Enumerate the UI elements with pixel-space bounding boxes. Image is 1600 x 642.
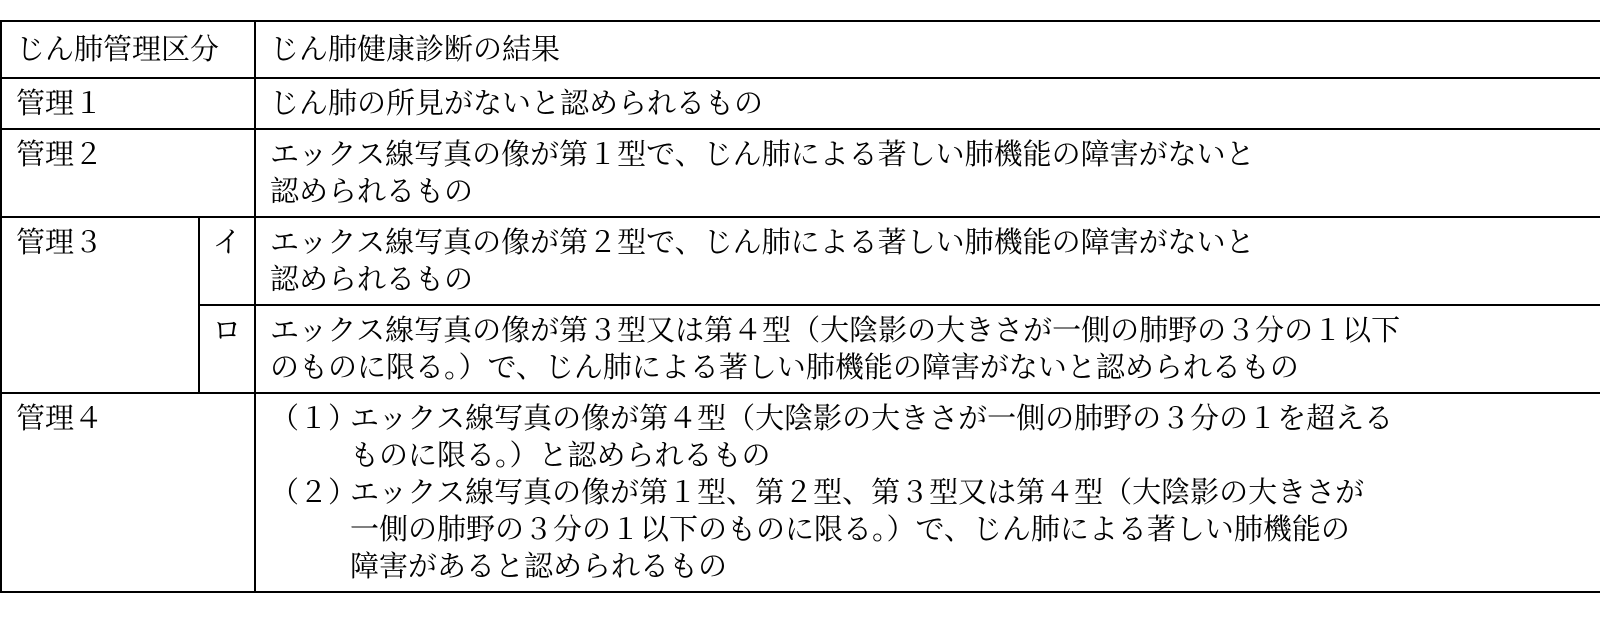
- table-row-kanri3-i: [1, 217, 1600, 305]
- kanri4-result: [255, 393, 1600, 592]
- kanri4-item-2-line1: エックス線写真の像が第１型、第２型、第３型又は第４型（大陰影の大きさが: [350, 475, 1365, 509]
- kanri3-ro-result-line2: のものに限る。）で、じん肺による著しい肺機能の障害がないと認められるもの: [270, 350, 1299, 384]
- kanri3-i-result-line2: 認められるもの: [270, 262, 474, 296]
- table-row-kanri1: [1, 78, 1600, 129]
- kanri3-sub-ro: ロ: [199, 305, 255, 393]
- kanri3-label: 管理３: [1, 217, 199, 393]
- kanri4-item-2: [270, 474, 1586, 585]
- header-category: じん肺管理区分: [1, 21, 255, 78]
- table-row-kanri2: [1, 129, 1600, 217]
- kanri2-result-line1: エックス線写真の像が第１型で、じん肺による著しい肺機能の障害がないと: [270, 137, 1255, 171]
- pneumoconiosis-classification-table: [0, 20, 1600, 593]
- kanri3-ro-result-line1: エックス線写真の像が第３型又は第４型（大陰影の大きさが一側の肺野の３分の１以下: [270, 313, 1401, 347]
- table-row-kanri3-ro: [1, 305, 1600, 393]
- kanri4-label: 管理４: [1, 393, 255, 592]
- kanri4-item-1-line2: ものに限る。）と認められるもの: [350, 438, 771, 472]
- kanri2-result: [255, 129, 1600, 217]
- kanri3-i-result-line1: エックス線写真の像が第２型で、じん肺による著しい肺機能の障害がないと: [270, 225, 1255, 259]
- kanri4-item-1-row: [270, 400, 1586, 437]
- kanri4-item-1: [270, 400, 1586, 474]
- kanri4-item-2-line2: 一側の肺野の３分の１以下のものに限る。）で、じん肺による著しい肺機能の: [350, 512, 1350, 546]
- kanri2-label: 管理２: [1, 129, 255, 217]
- kanri1-result: [255, 78, 1600, 129]
- kanri3-i-result: [255, 217, 1600, 305]
- kanri4-item-2-row: [270, 474, 1586, 511]
- kanri1-result-text: じん肺の所見がないと認められるもの: [270, 86, 764, 120]
- kanri2-result-line2: 認められるもの: [270, 174, 474, 208]
- kanri4-item-1-line1: エックス線写真の像が第４型（大陰影の大きさが一側の肺野の３分の１を超える: [350, 401, 1394, 435]
- kanri4-item-2-line3: 障害があると認められるもの: [350, 549, 728, 583]
- kanri3-ro-result: [255, 305, 1600, 393]
- kanri4-item-1-number: （１）: [270, 401, 358, 435]
- table-row-kanri4: [1, 393, 1600, 592]
- kanri3-sub-i: イ: [199, 217, 255, 305]
- kanri4-item-2-number: （２）: [270, 475, 358, 509]
- header-result: じん肺健康診断の結果: [255, 21, 1600, 78]
- kanri1-label: 管理１: [1, 78, 255, 129]
- header-row: [1, 21, 1600, 78]
